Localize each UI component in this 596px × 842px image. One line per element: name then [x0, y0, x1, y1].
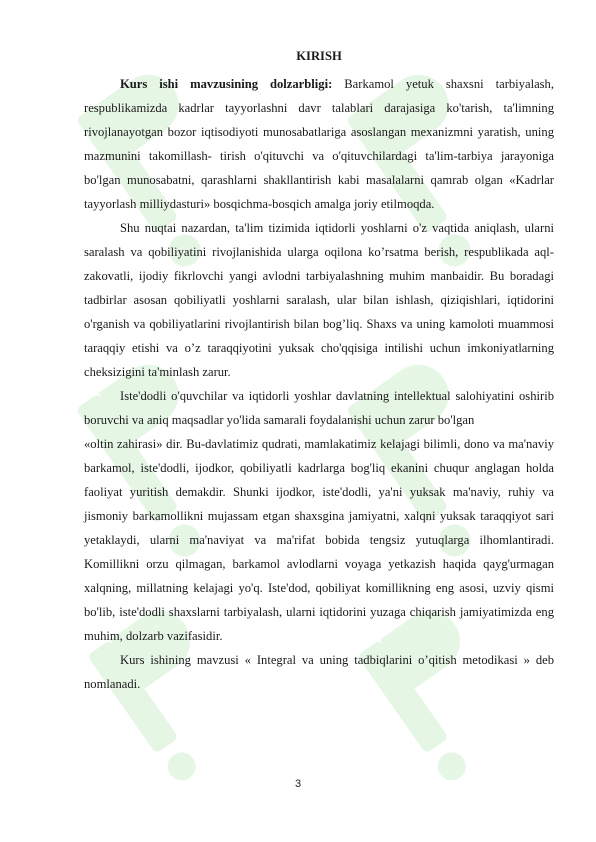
document-body	[84, 44, 554, 696]
relevance-text: Barkamol yetuk shaxsni tarbiyalash, respublikamizda kadrlar tayyorlashni davr talablari darajasiga ko'tarish, ta'limning rivojlanayotgan bozor iqtisodiyoti munosabatlariga asoslangan mexanizmni yaratish, uning mazmunini takomillash- tirish o'qituvchi va o'qituvchilardagi ta'lim-tarbiya jarayoniga bo'lgan munosabatni, qarashlarni shakllantirish kabi masalalarni qamrab olgan «Kadrlar tayyorlash milliydasturi» bosqichma-bosqich amalga joriy etilmoqda.	[84, 77, 555, 211]
relevance-lead: Kurs ishi mavzusining dolzarbligi:	[120, 77, 333, 91]
paragraph-golden-reserve: «oltin zahirasi» dir. Bu-davlatimiz qudrati, mamlakatimiz kelajagi bilimli, dono va ma'naviy barkamol, iste'dodli, ijodkor, qobiliyatli kadrlarga bog'liq ekanini chuqur anglagan holda faoliyat yuritish demakdir. Shunki ijodkor, iste'dodli, ya'ni yuksak ma'naviy, ruhiy va jismoniy barkamollikni mujassam etgan shaxsgina jamiyatni, xalqni yuksak taraqqiyot sari yetaklaydi, ularni ma'naviyat va ma'rifat bobida tengsiz yutuqlarga ilhomlantiradi. Komillikni orzu qilmagan, barkamol avlodlarni voyaga yetkazish haqida qayg'urmagan xalqning, millatning kelajagi yo'q. Iste'dod, qobiliyat komillikning eng asosi, uzviy qismi bo'lib, iste'dodli shaxslarni tarbiyalash, ularni iqtidorini yuzaga chiqarish jamiyatimizda eng muhim, dolzarb vazifasidir.	[84, 437, 554, 643]
paragraph-course-topic: Kurs ishining mavzusi « Integral va uning tadbiqlarini o’qitish metodikasi » deb nomlanadi.	[84, 653, 554, 691]
page-title: KIRISH	[296, 49, 342, 63]
paragraph-gifted-youth: Shu nuqtai nazardan, ta'lim tizimida iqtidorli yoshlarni o'z vaqtida aniqlash, ularni saralash va qobiliyatini rivojlanishida ularga oqilona ko’rsatma berish, respublikada aql-zakovatli, ijodiy fikrlovchi yangi avlodni tarbiyalashning muhim manbaidir. Bu boradagi tadbirlar asosan qobiliyatli yoshlarni saralash, ular bilan ishlash, qiziqishlari, iqtidorini o'rganish va qobiliyatlarini rivojlantirish bilan bog’liq. Shaxs va uning kamoloti muammosi taraqqiy etishi va o’z taraqqiyotini yuksak cho'qqisiga intilishi uchun imkoniyatlarning cheksizigini ta'minlash zarur.	[84, 221, 554, 379]
paragraph-talented-students: Iste'dodli o'quvchilar va iqtidorli yoshlar davlatning intellektual salohiyatini oshirib boruvchi va aniq maqsadlar yo'lida samarali foydalanishi uchun zarur bo'lgan	[84, 389, 554, 427]
paragraph-relevance	[84, 72, 554, 216]
page-number: 3	[294, 778, 302, 790]
